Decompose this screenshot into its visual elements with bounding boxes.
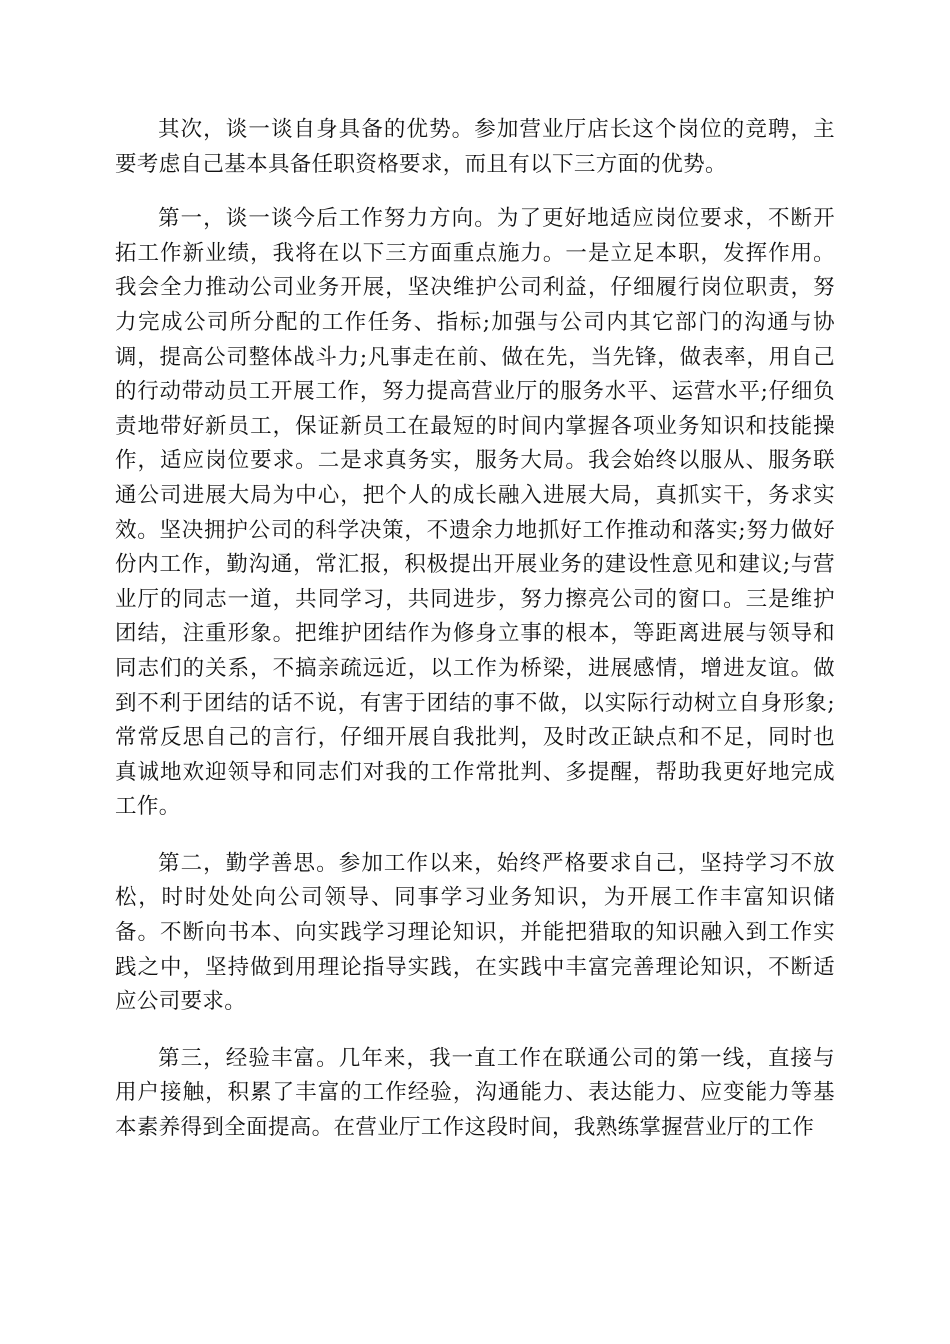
paragraph-diligent-study: 第二，勤学善思。参加工作以来，始终严格要求自己，坚持学习不放松，时时处处向公司领导、同事学习业务知识，为开展工作丰富知识储备。不断向书本、向实践学习理论知识，并能把猎取的知识融入到工作实践之中，坚持做到用理论指导实践，在实践中丰富完善理论知识，不断适应公司要求。 (115, 850, 835, 1015)
paragraph-rich-experience: 第三，经验丰富。几年来，我一直工作在联通公司的第一线，直接与用户接触，积累了丰富的工作经验，沟通能力、表达能力、应变能力等基本素养得到全面提高。在营业厅工作这段时间，我熟练掌握营业厅的工作 (115, 1045, 835, 1141)
paragraph-advantages-intro: 其次，谈一谈自身具备的优势。参加营业厅店长这个岗位的竞聘，主要考虑自己基本具备任职资格要求，而且有以下三方面的优势。 (115, 117, 835, 177)
paragraph-work-direction: 第一，谈一谈今后工作努力方向。为了更好地适应岗位要求，不断开拓工作新业绩，我将在以下三方面重点施力。一是立足本职，发挥作用。我会全力推动公司业务开展，坚决维护公司利益，仔细履行岗位职责，努力完成公司所分配的工作任务、指标;加强与公司内其它部门的沟通与协调，提高公司整体战斗力;凡事走在前、做在先，当先锋，做表率，用自己的行动带动员工开展工作，努力提高营业厅的服务水平、运营水平;仔细负责地带好新员工，保证新员工在最短的时间内掌握各项业务知识和技能操作，适应岗位要求。二是求真务实，服务大局。我会始终以服从、服务联通公司进展大局为中心，把个人的成长融入进展大局，真抓实干，务求实效。坚决拥护公司的科学决策，不遗余力地抓好工作推动和落实;努力做好份内工作，勤沟通，常汇报，积极提出开展业务的建设性意见和建议;与营业厅的同志一道，共同学习，共同进步，努力擦亮公司的窗口。三是维护团结，注重形象。把维护团结作为修身立事的根本，等距离进展与领导和同志们的关系，不搞亲疏远近，以工作为桥梁，进展感情，增进友谊。做到不利于团结的话不说，有害于团结的事不做，以实际行动树立自身形象;常常反思自己的言行，仔细开展自我批判，及时改正缺点和不足，同时也真诚地欢迎领导和同志们对我的工作常批判、多提醒，帮助我更好地完成工作。 (115, 206, 835, 820)
document-page (115, 113, 835, 1146)
